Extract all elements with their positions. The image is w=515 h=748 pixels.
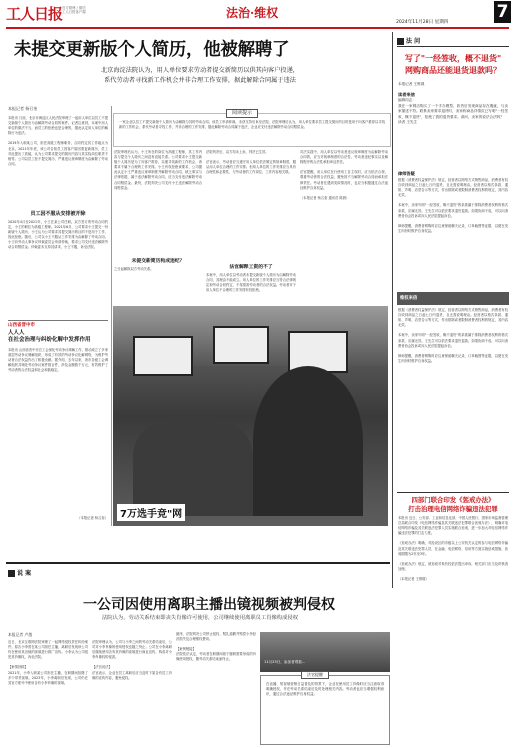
reply-text: 根据《消费者权益保护法》规定，经营者以网络方式销售商品，消费者有权自收到商品之日起七日内退货，且无需说明理由。经营者以格式条款、通知、声明、店堂告示等方式，作出排除或者限制消费者权利的规定，其内容无效。 本案中，卖家写明"一经签收，概不退货"的条款属于排除消费者权利的格式条款，应属无效。王先生可以依法要求退货退款。如果协商不成，可以向消费者协会投诉或向人民法院提起诉讼。 律师提醒，消费者网购时应注意保留聊天记录、订单截图等证据，以便在发生纠纷时维护自身权益。: [398, 178, 508, 233]
contestant-figure: [253, 366, 363, 516]
newspaper-logo: 工人日报: [6, 5, 63, 23]
issue-date: 2024年11月28日 星期四: [396, 20, 449, 25]
main-headline: 未提交更新版个人简历，他被解聘了: [14, 40, 290, 60]
main-col1-text: 本报讯 日前，北京市海淀区人民法院审理了一起用人单位以员工不提交新版个人简历为由解除劳动合同的案件。记者注意到，本案中用人单位的做法不当，而员工的拒绝也是合理的，据此认定用人单位的解除行为违法。 2019年入职某公司，担任高级工程师职务，合同约定其工作地点为北京。2021年年底，该公司告知员工因客户原因需更新简历，员工对此提出了质疑，认为公司要求提交的简历内容与其实际岗位职责不相符。公司以员工拒不提交简历、严重违反规章制度为由解除了劳动合同。: [8, 116, 108, 166]
consumer-band: [397, 292, 509, 305]
main-col3-text: 法院判决后，双方均未上诉，判决已生效。 法官表示，劳动者应当遵守用人单位依法制定的规章制度，服从用人单位合理的工作安排。但用人单位的工作安排应当具有合理性和必要性，与劳动者的工作岗位、工作内容相关联。: [206, 150, 296, 175]
judge-reminder-text: 在直播、短视频营销日益普及的背景下，企业在使用员工肖像时应当注意取得明确授权，并在劳动关系结束后及时处理相关内容。劳动者也应当增强权利意识，通过合法途径维护自身权益。: [266, 682, 384, 697]
reading-tip-text: 一家企业以员工不提交新版个人简历为由解除与其的劳动合同。该员工申请仲裁，未获支持后诉至法院。法院审理后认为，用人单位要求员工提交简历的目的是用于向客户推荐以寻找新的工作机会，系代劳动者寻找工作，并非合理的工作安排，据此解除劳动合同属于违法，企业应支付违法解除劳动合同赔偿金。: [119, 120, 385, 130]
judge-reminder-box: [260, 672, 390, 745]
second-headline: 四部门联合印发《惩戒办法》 打击治理电信网络诈骗违法犯罪: [408, 496, 498, 513]
consumer-band-label: 维权来信: [400, 296, 418, 301]
bottom-byline: 本报记者 卢越: [8, 632, 32, 637]
reading-tip-box: [113, 110, 391, 147]
logo-subtitle: 官方微博 / 微信 工人日报客户端: [62, 6, 86, 15]
main-col3-subhead: 法官解释工资的不了: [229, 265, 273, 270]
section-marker-icon: [8, 570, 15, 577]
competition-photo: [113, 306, 388, 526]
second-text: 本报讯 近日，公安部、工业和信息化部、中国人民银行、国家市场监督管理总局联合印发《电信网络诈骗及其关联违法犯罪联合惩戒办法》，明确对电信网络诈骗及其关联违法犯罪人员实施联合惩戒，进一步加大对电信网络诈骗违法犯罪的打击力度。 《惩戒办法》明确，对经设区的市级以上公安机关认定的参与电信网络诈骗及其关联违法犯罪人员，在金融、电信网络、信用等方面实施惩戒措施，惩戒期限为2年至3年。 《惩戒办法》规定，被惩戒对象有权依法提出申诉，相关部门应当及时核查处理。 （本报记者 王维砚）: [398, 516, 508, 582]
main-col2b-text: 之日起解除双方劳动关系。: [114, 267, 154, 271]
main-subheadline: 北京海淀法院认为，用人单位要求劳动者提交新简历以供其向客户投递， 系代劳动者寻找新工作机会并非合理工作安排，据此解除合同属于违法: [101, 67, 299, 84]
bottom-col1-text: 近日，北京互联网法院审理了一起网络侵权责任纠纷案件。原告小李曾在某公司担任主播，离职后发现该公司仍在使用其出镜的视频进行推广宣传。小李认为公司侵犯其肖像权，诉至法院。 【案情回顾】 2021年，小李入职某公司担任主播，在职期间拍摄了多个带货视频。2023年，小李离职后发现，公司仍在其官方账号中使用含有小李肖像的视频。: [8, 640, 88, 685]
monitor-1: [133, 336, 193, 376]
judge-reminder-label: 法官提醒: [301, 671, 329, 679]
main-col2-text: 法院审理后认为，小王所在的岗位为高级工程师，其工作内容与提交个人简历之间没有直接关系。公司要求小王提交新版个人简历是为了向客户推荐，以便寻找新的工作机会，该要求不属于合理的工作安排。小王有权拒绝该要求，公司据此认定小王严重违反规章制度并解除劳动合同，缺乏事实与法律依据，属于违法解除劳动合同，应当支付违法解除劳动合同赔偿金。最终，法院判决公司支付小王违法解除劳动合同赔偿金。: [114, 150, 202, 190]
reply-label: 律师答疑: [398, 171, 415, 176]
section-marker-icon: [397, 38, 404, 45]
reader-letter-text: 编辑同志： 我在一家网店购买了一个手办模型，收货后发现商品存在瑕疵，与卖家描述不符。联系卖家要求退货时，卖家称商品详情页已写明"一经签收，概不退货"，拒绝了我的退货要求。请问，卖家的说法合法吗？ 读者 王先生: [398, 98, 508, 124]
inset-kicker: 山西省晋中市: [8, 323, 35, 328]
bottom-col3-text: 最终，法院判决公司停止侵权、赔礼道歉并赔偿小李经济损失及合理维权费用。 【案例链接】 法院依法认定，劳动者在职期间基于履职需要形成的肖像使用授权，随劳动关系结束而终止。: [176, 632, 256, 662]
photo-caption-overlay: 7万选手竞"网: [117, 504, 185, 521]
main-col4-text: 司法实践中，用人单位以劳动者违反规章制度为由解除劳动合同的，应当对规章制度的合法性、劳动者违纪事实以及解除程序的合法性承担举证责任。 法官提醒，用人单位在行使用工自主权时，应当依法合规，尊重劳动者的合法权益，避免因不当解除劳动合同而承担法律责任。劳动者在遇到类似情况时，也应当积极通过合法途径维护自身权益。 （本报记者 杨召奎 通讯员 陈晨）: [300, 150, 388, 200]
right-byline: 本报记者 王维砚: [398, 82, 425, 86]
bottom-headline: 一公司因使用离职主播出镜视频被判侵权: [83, 597, 335, 613]
section-title: 法治·维权: [226, 6, 279, 20]
reader-letter-label: 读者来信: [398, 92, 415, 97]
right-label: [397, 36, 420, 45]
bottom-photo-caption: 11月25日，参加者观看...: [264, 660, 306, 664]
bottom-label: [8, 568, 31, 577]
reading-tip-label: 阅读提示: [226, 109, 258, 118]
contestant-figure-2: [133, 416, 253, 516]
bottom-label-text: 说 案: [17, 570, 32, 577]
main-col1-subhead: 员工因不服从安排被开除: [30, 211, 86, 217]
page-number: 7: [494, 1, 511, 23]
inset-text: 本报讯 山西省晋中市总工会深化劳动争议调解工作，推动成立了多家基层劳动争议调解组织，形成了有效的劳动争议化解网络，为维护劳动者合法权益作出了积极贡献。据介绍，去年以来，该市各级工会调解组织共调处劳动争议案件数百件，涉及金额数千万元，有效维护了劳动者的合法权益和社会和谐稳定。: [8, 348, 108, 373]
bottom-subheadline: 法院认为，劳动关系结束即丧失肖像许可使用，公司继续使用离职员工肖像构成侵权: [102, 615, 298, 621]
masthead-rule: [6, 27, 509, 29]
bottom-col2-text: 法院审理认为，公司与小李之间的劳动关系结束后，公司对小李肖像的使用授权也随之终止。公司在小李离职后继续使用含有其肖像的视频进行商业宣传，构成对小李肖像权的侵害。 【法官说法】 法官表示，企业在员工离职后应当及时下架含有员工肖像的宣传内容，避免侵权。: [92, 640, 172, 680]
inset-byline: （本报记者 杨召奎）: [77, 516, 108, 520]
main-byline: 本报记者 杨召奎: [8, 106, 38, 111]
monitor-2: [213, 326, 269, 364]
inset-title: 人人人 在社会治理与纠纷化解中发挥作用: [8, 330, 91, 343]
main-col3b-text: 本案中，用人单位以劳动者未提交新版个人简历为由解除劳动合同，其理由不能成立。用人单位的工作安排应当符合法律规定和劳动合同约定，不得损害劳动者的合法权益。劳动者对于用人单位不合理的工作安排有权拒绝。: [206, 273, 296, 293]
right-label-text: 法 问: [406, 38, 421, 45]
consumer-text: 根据《消费者权益保护法》规定，经营者以网络方式销售商品，消费者有权自收到商品之日起七日内退货，且无需说明理由。经营者以格式条款、通知、声明、店堂告示等方式，作出排除或者限制消费者权利的规定，其内容无效。 本案中，卖家写明"一经签收，概不退货"的条款属于排除消费者权利的格式条款，应属无效。王先生可以依法要求退货退款。如果协商不成，可以向消费者协会投诉或向人民法院提起诉讼。 律师提醒，消费者网购时应注意保留聊天记录、订单截图等证据，以便在发生纠纷时维护自身权益。: [398, 308, 508, 363]
bottom-photo: [260, 632, 390, 672]
main-col2-subhead: 未提交新简历构成违纪？: [131, 259, 185, 264]
right-headline: 写了"一经签收，概不退货" 网购商品还能退货退款吗？: [404, 53, 502, 75]
main-col1b-text: 2020年4月至2021年，小王在某公司任职。双方签订的劳动合同约定，小王的职位为高级工程师。2021年6月，公司要求小王提交一份新版个人简历，小王认为公司要求其提交简历的目的不是用于工作，因此拒绝。随后，公司以小王不服从工作安排为由解除了劳动合同。小王向劳动人事争议仲裁委员会申请仲裁，要求公司支付违法解除劳动合同赔偿金。仲裁委未支持其请求，小王不服，诉至法院。: [8, 220, 108, 250]
